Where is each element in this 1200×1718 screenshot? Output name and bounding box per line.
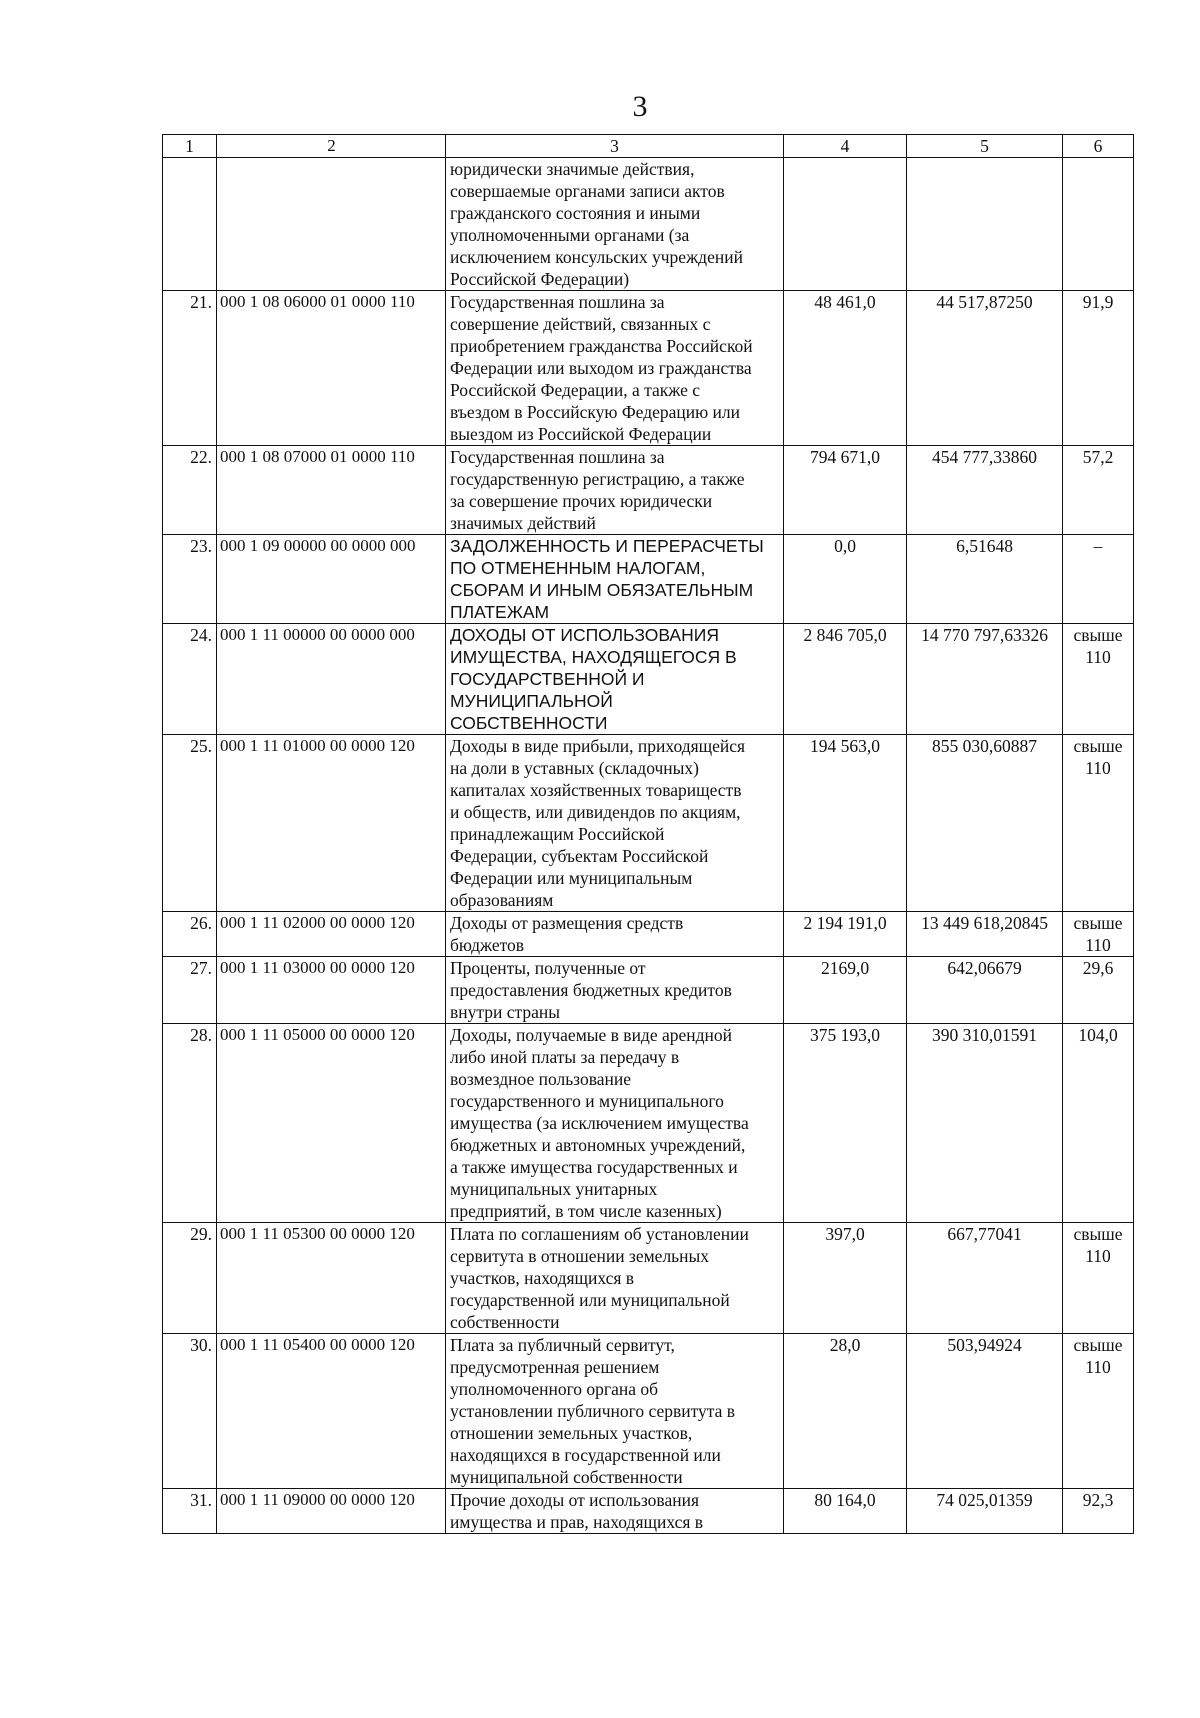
percent-cell: [1063, 446, 1134, 535]
column-header: 6: [1063, 135, 1134, 158]
text-line: Прочие доходы от использования: [450, 1490, 699, 1510]
name-cell: [446, 624, 784, 735]
text-line: возмездное пользование: [450, 1069, 632, 1089]
name-cell: [446, 912, 784, 957]
plan-cell: 2 846 705,0: [784, 624, 907, 735]
text-line: 92,3: [1082, 1490, 1114, 1510]
table-row: [163, 291, 1134, 446]
percent-cell: [1063, 158, 1134, 291]
column-number-row: [163, 135, 1134, 158]
text-line: Федерации, субъектам Российской: [450, 846, 709, 866]
column-header: 4: [784, 135, 907, 158]
text-line: 57,2: [1082, 447, 1114, 467]
code-cell: 000 1 11 05400 00 0000 120: [217, 1334, 446, 1489]
plan-cell: 28,0: [784, 1334, 907, 1489]
name-cell: [446, 535, 784, 624]
actual-cell: 13 449 618,20845: [907, 912, 1063, 957]
text-line: капиталах хозяйственных товариществ: [450, 780, 742, 800]
text-line: выездом из Российской Федерации: [450, 424, 712, 444]
table-row: [163, 1223, 1134, 1334]
text-line: 110: [1085, 935, 1111, 955]
plan-cell: 397,0: [784, 1223, 907, 1334]
text-line: гражданского состояния и иными: [450, 203, 701, 223]
code-cell: 000 1 11 05000 00 0000 120: [217, 1024, 446, 1223]
actual-cell: 74 025,01359: [907, 1489, 1063, 1534]
text-line: уполномоченными органами (за: [450, 225, 690, 245]
text-line: СБОРАМ И ИНЫМ ОБЯЗАТЕЛЬНЫМ: [450, 580, 754, 600]
row-number-cell: [163, 158, 217, 291]
text-line: Федерации или муниципальным: [450, 868, 693, 888]
text-line: принадлежащим Российской: [450, 824, 665, 844]
text-line: предусмотренная решением: [450, 1357, 660, 1377]
text-line: 104,0: [1078, 1025, 1118, 1045]
text-line: значимых действий: [450, 513, 596, 533]
plan-cell: 2 194 191,0: [784, 912, 907, 957]
percent-cell: [1063, 1489, 1134, 1534]
text-line: Государственная пошлина за: [450, 447, 665, 467]
text-line: 110: [1085, 1246, 1111, 1266]
text-line: свыше: [1073, 1224, 1123, 1244]
text-line: предприятий, в том числе казенных): [450, 1201, 722, 1221]
revenue-table: [162, 134, 1134, 1534]
percent-cell: [1063, 1334, 1134, 1489]
row-number-cell: 28.: [163, 1024, 217, 1223]
actual-cell: 6,51648: [907, 535, 1063, 624]
code-cell: 000 1 11 09000 00 0000 120: [217, 1489, 446, 1534]
name-cell: [446, 957, 784, 1024]
percent-cell: [1063, 1223, 1134, 1334]
text-line: 110: [1085, 1357, 1111, 1377]
text-line: въездом в Российскую Федерацию или: [450, 402, 741, 422]
text-line: Федерации или выходом из гражданства: [450, 358, 752, 378]
actual-cell: [907, 158, 1063, 291]
text-line: предоставления бюджетных кредитов: [450, 980, 732, 1000]
code-cell: 000 1 09 00000 00 0000 000: [217, 535, 446, 624]
row-number-cell: 31.: [163, 1489, 217, 1534]
name-cell: [446, 1334, 784, 1489]
table-body: [163, 158, 1134, 1534]
text-line: Российской Федерации): [450, 269, 630, 289]
name-cell: [446, 1024, 784, 1223]
name-cell: [446, 735, 784, 912]
plan-cell: 794 671,0: [784, 446, 907, 535]
percent-cell: [1063, 735, 1134, 912]
text-line: –: [1093, 536, 1103, 556]
plan-cell: 2169,0: [784, 957, 907, 1024]
text-line: либо иной платы за передачу в: [450, 1047, 680, 1067]
plan-cell: 80 164,0: [784, 1489, 907, 1534]
text-line: бюджетов: [450, 935, 525, 955]
code-cell: 000 1 11 01000 00 0000 120: [217, 735, 446, 912]
column-header: 2: [217, 135, 446, 158]
text-line: Доходы от размещения средств: [450, 913, 684, 933]
text-line: собственности: [450, 1312, 560, 1332]
row-number-cell: 26.: [163, 912, 217, 957]
actual-cell: 454 777,33860: [907, 446, 1063, 535]
row-number-cell: 23.: [163, 535, 217, 624]
row-number-cell: 24.: [163, 624, 217, 735]
text-line: ПЛАТЕЖАМ: [450, 602, 550, 622]
table-row: [163, 735, 1134, 912]
name-cell: [446, 1223, 784, 1334]
text-line: 110: [1085, 758, 1111, 778]
text-line: государственного и муниципального: [450, 1091, 724, 1111]
text-line: ПО ОТМЕНЕННЫМ НАЛОГАМ,: [450, 558, 706, 578]
text-line: имущества (за исключением имущества: [450, 1113, 749, 1133]
table-header: [163, 135, 1134, 158]
name-cell: [446, 291, 784, 446]
table-row: [163, 535, 1134, 624]
text-line: ИМУЩЕСТВА, НАХОДЯЩЕГОСЯ В: [450, 647, 737, 667]
table-row: [163, 957, 1134, 1024]
plan-cell: 194 563,0: [784, 735, 907, 912]
text-line: совершение действий, связанных с: [450, 314, 711, 334]
table-row: [163, 1334, 1134, 1489]
actual-cell: 390 310,01591: [907, 1024, 1063, 1223]
text-line: отношении земельных участков,: [450, 1423, 693, 1443]
text-line: ЗАДОЛЖЕННОСТЬ И ПЕРЕРАСЧЕТЫ: [450, 536, 764, 556]
column-header: 1: [163, 135, 217, 158]
plan-cell: [784, 158, 907, 291]
text-line: уполномоченного органа об: [450, 1379, 659, 1399]
row-number-cell: 22.: [163, 446, 217, 535]
text-line: участков, находящихся в: [450, 1268, 635, 1288]
text-line: Плата по соглашениям об установлении: [450, 1224, 749, 1244]
text-line: и обществ, или дивидендов по акциям,: [450, 802, 741, 822]
text-line: имущества и прав, находящихся в: [450, 1512, 704, 1532]
code-cell: 000 1 08 06000 01 0000 110: [217, 291, 446, 446]
plan-cell: 48 461,0: [784, 291, 907, 446]
table-row: [163, 912, 1134, 957]
text-line: свыше: [1073, 625, 1123, 645]
percent-cell: [1063, 535, 1134, 624]
text-line: за совершение прочих юридически: [450, 491, 713, 511]
text-line: приобретением гражданства Российской: [450, 336, 753, 356]
actual-cell: 14 770 797,63326: [907, 624, 1063, 735]
text-line: исключением консульских учреждений: [450, 247, 743, 267]
row-number-cell: 29.: [163, 1223, 217, 1334]
percent-cell: [1063, 624, 1134, 735]
actual-cell: 503,94924: [907, 1334, 1063, 1489]
text-line: Доходы, получаемые в виде арендной: [450, 1025, 733, 1045]
page-number: 3: [632, 90, 648, 123]
text-line: СОБСТВЕННОСТИ: [450, 713, 608, 733]
text-line: 29,6: [1082, 958, 1114, 978]
text-line: а также имущества государственных и: [450, 1157, 738, 1177]
code-cell: [217, 158, 446, 291]
text-line: Доходы в виде прибыли, приходящейся: [450, 736, 746, 756]
percent-cell: [1063, 912, 1134, 957]
row-number-cell: 30.: [163, 1334, 217, 1489]
text-line: МУНИЦИПАЛЬНОЙ: [450, 691, 613, 711]
row-number-cell: 27.: [163, 957, 217, 1024]
percent-cell: [1063, 291, 1134, 446]
text-line: ГОСУДАРСТВЕННОЙ И: [450, 669, 645, 689]
column-header: 3: [446, 135, 784, 158]
code-cell: 000 1 08 07000 01 0000 110: [217, 446, 446, 535]
code-cell: 000 1 11 03000 00 0000 120: [217, 957, 446, 1024]
name-cell: [446, 1489, 784, 1534]
text-line: свыше: [1073, 913, 1123, 933]
text-line: внутри страны: [450, 1002, 560, 1022]
actual-cell: 44 517,87250: [907, 291, 1063, 446]
text-line: Российской Федерации, а также с: [450, 380, 701, 400]
text-line: ДОХОДЫ ОТ ИСПОЛЬЗОВАНИЯ: [450, 625, 719, 645]
text-line: 91,9: [1082, 292, 1114, 312]
row-number-cell: 25.: [163, 735, 217, 912]
table-row: [163, 446, 1134, 535]
text-line: установлении публичного сервитута в: [450, 1401, 736, 1421]
code-cell: 000 1 11 00000 00 0000 000: [217, 624, 446, 735]
text-line: государственную регистрацию, а также: [450, 469, 745, 489]
text-line: на доли в уставных (складочных): [450, 758, 699, 778]
column-header: 5: [907, 135, 1063, 158]
text-line: Проценты, полученные от: [450, 958, 646, 978]
text-line: государственной или муниципальной: [450, 1290, 730, 1310]
text-line: 110: [1085, 647, 1111, 667]
text-line: Государственная пошлина за: [450, 292, 665, 312]
plan-cell: 375 193,0: [784, 1024, 907, 1223]
text-line: муниципальных унитарных: [450, 1179, 658, 1199]
continuation-row: [163, 158, 1134, 291]
code-cell: 000 1 11 02000 00 0000 120: [217, 912, 446, 957]
text-line: бюджетных и автономных учреждений,: [450, 1135, 746, 1155]
actual-cell: 642,06679: [907, 957, 1063, 1024]
row-number-cell: 21.: [163, 291, 217, 446]
table-row: [163, 1489, 1134, 1534]
table-row: [163, 624, 1134, 735]
text-line: свыше: [1073, 736, 1123, 756]
code-cell: 000 1 11 05300 00 0000 120: [217, 1223, 446, 1334]
percent-cell: [1063, 957, 1134, 1024]
table-row: [163, 1024, 1134, 1223]
name-cell: [446, 446, 784, 535]
text-line: совершаемые органами записи актов: [450, 181, 725, 201]
text-line: муниципальной собственности: [450, 1467, 683, 1487]
text-line: образованиям: [450, 890, 554, 910]
text-line: находящихся в государственной или: [450, 1445, 721, 1465]
text-line: свыше: [1073, 1335, 1123, 1355]
plan-cell: 0,0: [784, 535, 907, 624]
text-line: Плата за публичный сервитут,: [450, 1335, 675, 1355]
text-line: юридически значимые действия,: [450, 159, 695, 179]
text-line: сервитута в отношении земельных: [450, 1246, 710, 1266]
actual-cell: 855 030,60887: [907, 735, 1063, 912]
actual-cell: 667,77041: [907, 1223, 1063, 1334]
name-cell: [446, 158, 784, 291]
percent-cell: [1063, 1024, 1134, 1223]
